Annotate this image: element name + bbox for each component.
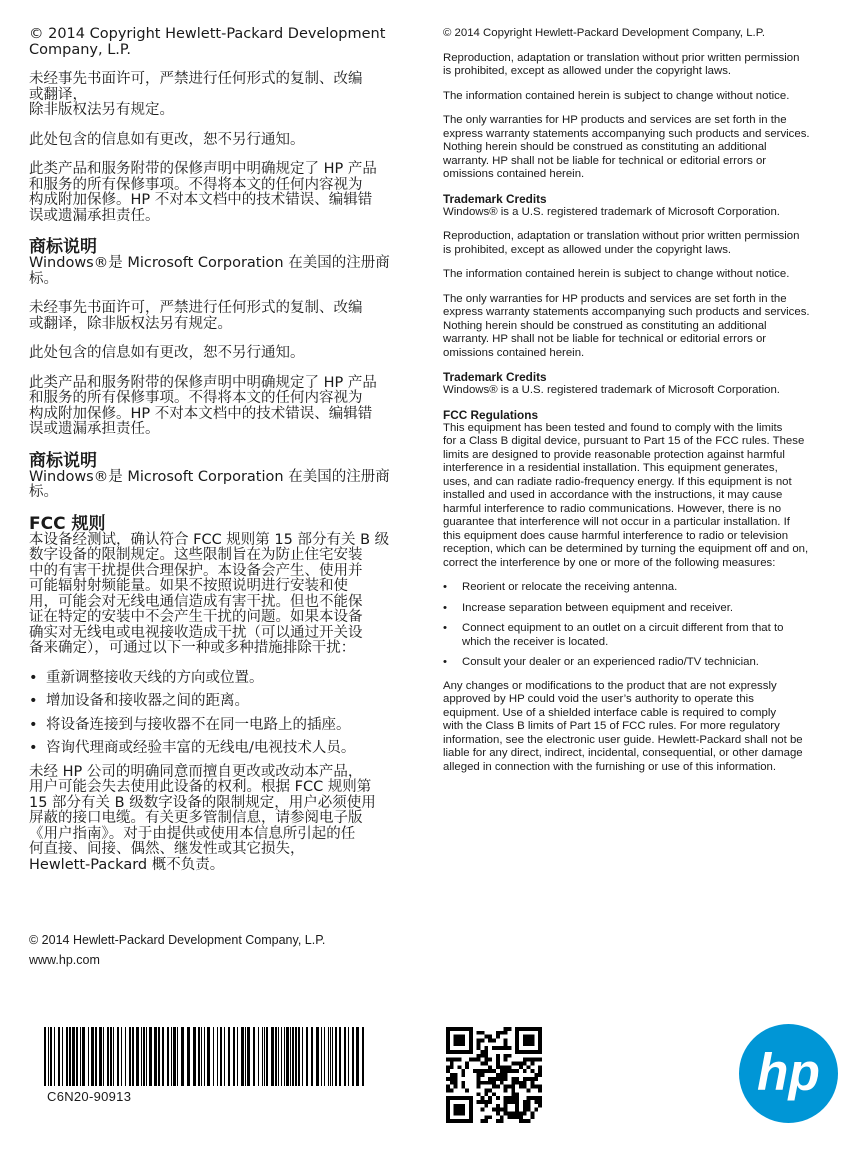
zh-fcc-measures-list [29, 671, 414, 757]
zh-fcc-text: 本设备经测试，确认符合 FCC 规则第 15 部分有关 B 级 数字设备的限制规定。这些限制旨在为防止住宅安装 中的有害干扰提供合理保护。本设备会产生、使用并 可能辐射射频能量。如果不按照说明进行安装和使 用，可能会对无线电通信造成有害干扰。但也不能保 证在特定的安装中不会产生干扰的问题。如果本设备 确实对无线电或电视接收造成干扰（可以通过开关设 备来确定），可通过以下一种或多种措施排除干扰： [29, 531, 390, 656]
footer-copyright: © 2014 Hewlett-Packard Development Company, L.P. [29, 933, 326, 947]
zh-warranty-notice: 此类产品和服务附带的保修声明中明确规定了 HP 产品 和服务的所有保修事项。不得将本文的任何内容视为 构成附加保修。HP 不对本文档中的技术错误、编辑错 误或遗漏承担责任。 [29, 161, 377, 224]
chinese-column [29, 27, 414, 887]
list-item: • 咨询代理商或经验丰富的无线电/电视技术人员。 [29, 741, 414, 757]
list-item: • Increase separation between equipment and receiver. [443, 602, 838, 616]
en-fcc-heading: FCC Regulations [443, 407, 539, 422]
zh-trademark-text-2: Windows®是 Microsoft Corporation 在美国的注册商标。 [29, 468, 390, 500]
zh-copyright: © 2014 Copyright Hewlett-Packard Development Company, L.P. [29, 26, 386, 58]
en-changes-notice: Any changes or modifications to the product that are not expressly approved by HP could void the user’s authority to operate this equipment. Use of a shielded interface cable is required to comply with the Class B limits of Part 15 of FCC rules. For more regulatory information, see the electronic user guide. Hewlett-Packard shall not be liable for any direct, indirect, incidental, consequential, or other damage alleged in connection with the furnishing or use of this information. [443, 679, 803, 773]
zh-trademark-text: Windows®是 Microsoft Corporation 在美国的注册商标。 [29, 255, 390, 287]
part-number: C6N20-90913 [47, 1089, 132, 1104]
zh-warranty-notice-2: 此类产品和服务附带的保修声明中明确规定了 HP 产品 和服务的所有保修事项。不得将本文的任何内容视为 构成附加保修。HP 不对本文档中的技术错误、编辑错 误或遗漏承担责任。 [29, 374, 377, 437]
english-column [443, 27, 838, 785]
en-reproduction-notice-2: Reproduction, adaptation or translation without prior written permission is prohibited, except as allowed under the copyright laws. [443, 230, 800, 256]
en-trademark-heading-2: Trademark Credits [443, 370, 547, 384]
en-warranty-notice: The only warranties for HP products and services are set forth in the express warranty statements accompanying such products and services. Nothing herein should be construed as constituting an additional warranty. HP shall not be liable for technical or editorial errors or omissions contained herein. [443, 114, 810, 180]
list-item: • Consult your dealer or an experienced radio/TV technician. [443, 656, 838, 670]
zh-reproduction-notice: 未经事先书面许可，严禁进行任何形式的复制、改编 或翻译， 除非版权法另有规定。 [29, 71, 363, 118]
en-warranty-notice-2: The only warranties for HP products and services are set forth in the express warranty statements accompanying such products and services. Nothing herein should be construed as constituting an additional warranty. HP shall not be liable for technical or editorial errors or omissions contained herein. [443, 292, 810, 359]
zh-info-notice: 此处包含的信息如有更改，恕不另行通知。 [29, 131, 305, 148]
en-fcc-text: This equipment has been tested and found to comply with the limits for a Class B digital device, pursuant to Part 15 of the FCC rules. These limits are designed to provide reasonable protection against harmful interference in a residential installation. This equipment generates, uses, and can radiate radio-frequency energy. If this equipment is not installed and used in accordance with the instructions, it may cause harmful interference to radio communications. However, there is no guarantee that interference will not occur in a particular installation. If this equipment does cause harmful interference to radio or television reception, which can be determined by turning the equipment off and on, correct the interference by one or more of the following measures: [443, 421, 809, 569]
website-link[interactable]: www.hp.com [29, 953, 100, 967]
list-item: • Connect equipment to an outlet on a circuit different from that to which the receiver is located. [443, 622, 838, 649]
zh-info-notice-2: 此处包含的信息如有更改，恕不另行通知。 [29, 345, 305, 361]
en-reproduction-notice: Reproduction, adaptation or translation without prior written permission is prohibited, except as allowed under the copyright laws. [443, 51, 800, 77]
barcode-image [44, 1027, 366, 1086]
zh-trademark-heading: 商标说明 [29, 237, 97, 257]
qr-code-image [446, 1027, 542, 1123]
hp-logo-text: hp [757, 1042, 820, 1101]
en-fcc-measures-list [443, 581, 838, 670]
en-info-notice-2: The information contained herein is subject to change without notice. [443, 268, 790, 280]
en-trademark-text-2: Windows® is a U.S. registered trademark of Microsoft Corporation. [443, 384, 780, 396]
list-item: • 增加设备和接收器之间的距离。 [29, 694, 414, 710]
list-item: • 重新调整接收天线的方向或位置。 [29, 671, 414, 687]
en-copyright: © 2014 Copyright Hewlett-Packard Development Company, L.P. [443, 27, 766, 39]
zh-trademark-heading-2: 商标说明 [29, 450, 97, 471]
footer [29, 930, 325, 970]
en-trademark-heading: Trademark Credits [443, 191, 547, 206]
list-item: • Reorient or relocate the receiving antenna. [443, 581, 838, 595]
zh-reproduction-notice-2: 未经事先书面许可，严禁进行任何形式的复制、改编 或翻译，除非版权法另有规定。 [29, 300, 363, 332]
zh-fcc-heading: FCC 规则 [29, 513, 106, 534]
zh-changes-notice: 未经 HP 公司的明确同意而擅自更改或改动本产品， 用户可能会失去使用此设备的权利。根据 FCC 规则第 15 部分有关 B 级数字设备的限制规定，用户必须使用 屏蔽的接口电缆。有关更多管制信息，请参阅电子版 《用户指南》。对于由提供或使用本信息所引起的任 何直接、间接、偶然、继发性或其它损失， Hewlett-Packard 概不负责。 [29, 763, 376, 873]
hp-logo-icon [739, 1024, 838, 1123]
list-item: • 将设备连接到与接收器不在同一电路上的插座。 [29, 718, 414, 734]
en-info-notice: The information contained herein is subject to change without notice. [443, 89, 790, 102]
en-trademark-text: Windows® is a U.S. registered trademark of Microsoft Corporation. [443, 205, 780, 218]
